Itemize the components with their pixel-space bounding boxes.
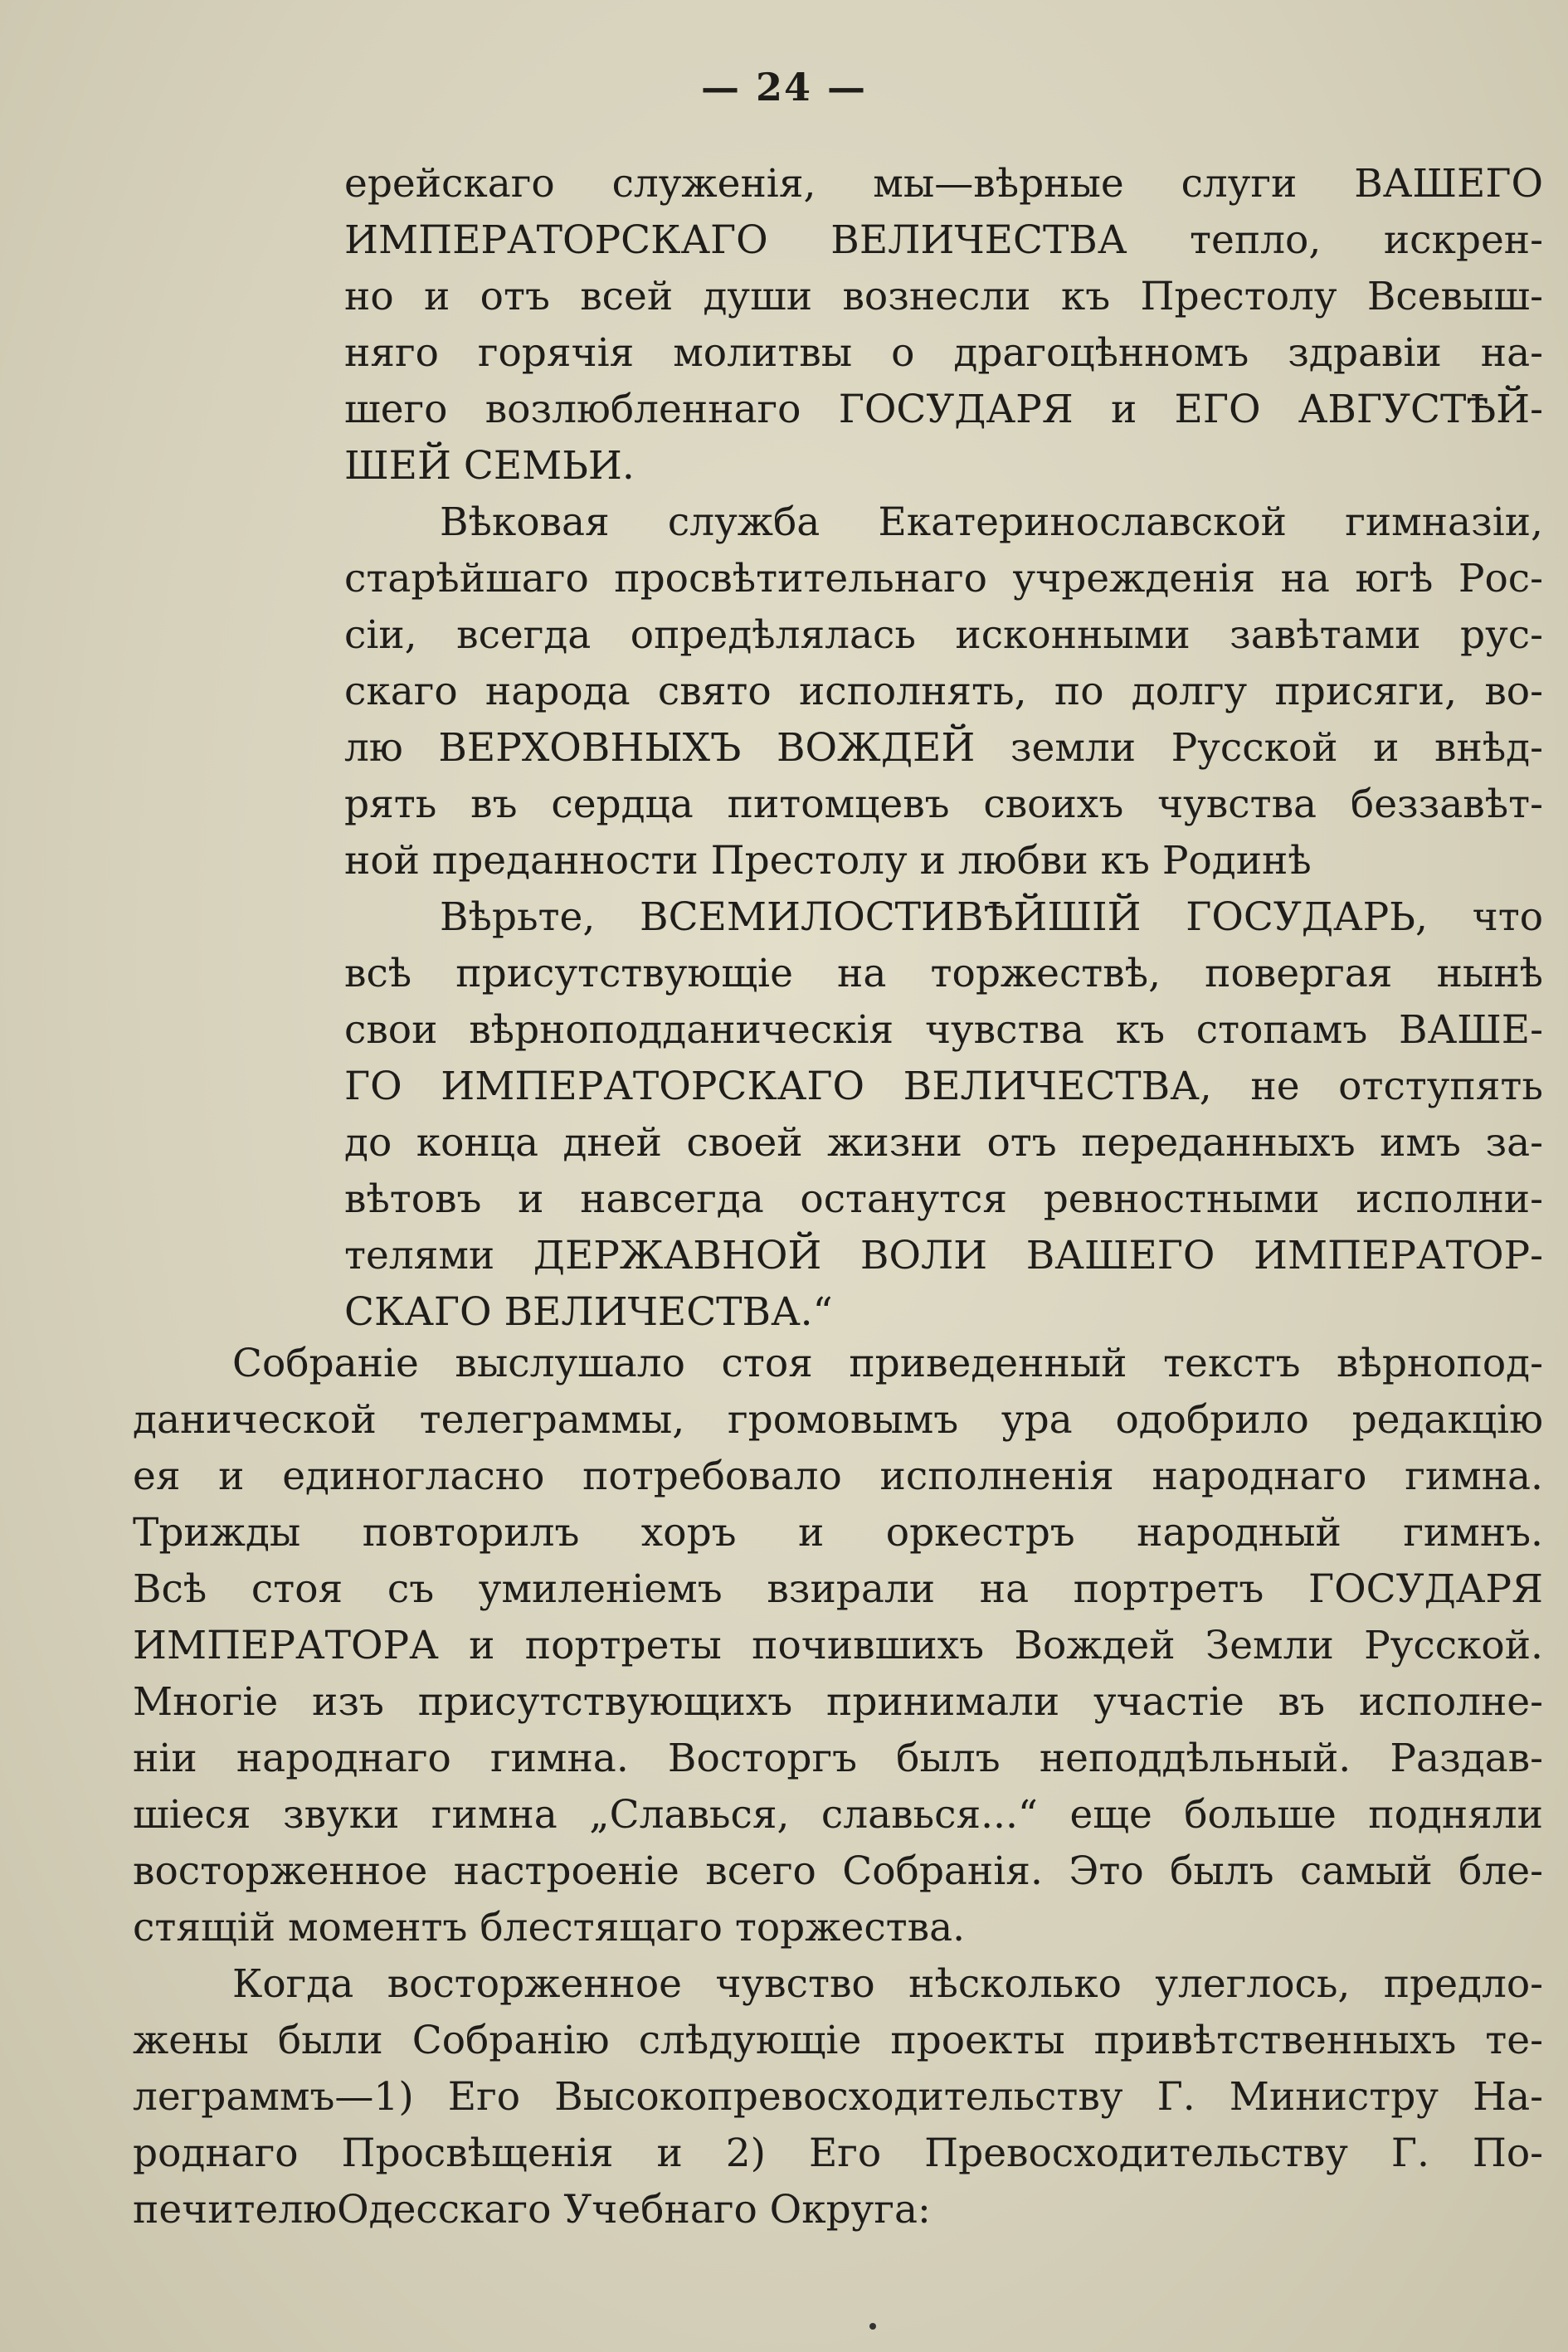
text-line: рять въ сердца питомцевъ своихъ чувства беззавѣт-: [344, 782, 1543, 827]
text-line: жены были Собранію слѣдующіе проекты привѣтственныхъ те-: [133, 2018, 1543, 2063]
text-line: печителюОдесскаго Учебнаго Округа:: [133, 2187, 931, 2233]
text-line: но и отъ всей души вознесли къ Престолу Всевыш-: [344, 274, 1543, 319]
text-line: вѣтовъ и навсегда останутся ревностными исполни-: [344, 1176, 1543, 1222]
text-line: леграммъ—1) Его Высокопревосходительству Г. Министру На-: [133, 2074, 1543, 2120]
text-line: Вѣрьте, ВСЕМИЛОСТИВѢЙШІЙ ГОСУДАРЬ, что: [440, 894, 1543, 940]
text-line: ГО ИМПЕРАТОРСКАГО ВЕЛИЧЕСТВА, не отступять: [344, 1064, 1543, 1109]
text-line: лю ВЕРХОВНЫХЪ ВОЖДЕЙ земли Русской и внѣд-: [344, 725, 1543, 771]
page-number: — 24 —: [700, 65, 868, 110]
text-line: ИМПЕРАТОРСКАГО ВЕЛИЧЕСТВА тепло, искрен-: [344, 217, 1543, 263]
text-line: до конца дней своей жизни отъ переданныхъ имъ за-: [344, 1120, 1543, 1166]
text-line: роднаго Просвѣщенія и 2) Его Превосходительству Г. По-: [133, 2130, 1543, 2176]
text-line: Трижды повторилъ хоръ и оркестръ народный гимнъ.: [133, 1510, 1543, 1556]
text-line: телями ДЕРЖАВНОЙ ВОЛИ ВАШЕГО ИМПЕРАТОР-: [344, 1233, 1543, 1278]
ink-speck: [869, 2323, 876, 2330]
text-line: Многіе изъ присутствующихъ принимали участіе въ исполне-: [133, 1679, 1543, 1725]
text-line: стящій моментъ блестящаго торжества.: [133, 1905, 966, 1950]
text-line: ной преданности Престолу и любви къ Родинѣ: [344, 838, 1312, 884]
text-line: ерейскаго служенія, мы—вѣрные слуги ВАШЕГО: [344, 161, 1543, 207]
text-line: ШЕЙ СЕМЬИ.: [344, 443, 635, 489]
text-line: Вѣковая служба Екатеринославской гимназіи,: [440, 499, 1543, 545]
text-line: скаго народа свято исполнять, по долгу присяги, во-: [344, 669, 1543, 714]
text-line: сіи, всегда опредѣлялась исконными завѣтами рус-: [344, 612, 1543, 658]
text-line: свои вѣрноподданическія чувства къ стопамъ ВАШЕ-: [344, 1007, 1543, 1053]
text-line: всѣ присутствующіе на торжествѣ, повергая нынѣ: [344, 951, 1543, 996]
text-line: няго горячія молитвы о драгоцѣнномъ здравіи на-: [344, 330, 1543, 376]
text-line: старѣйшаго просвѣтительнаго учрежденія на югѣ Рос-: [344, 556, 1543, 601]
text-line: Всѣ стоя съ умиленіемъ взирали на портретъ ГОСУДАРЯ: [133, 1566, 1543, 1612]
text-line: ніи народнаго гимна. Восторгъ былъ неподдѣльный. Раздав-: [133, 1736, 1543, 1781]
text-line: СКАГО ВЕЛИЧЕСТВА.“: [344, 1289, 833, 1335]
text-line: шіеся звуки гимна „Славься, славься...“ еще больше подняли: [133, 1792, 1543, 1838]
text-line: Когда восторженное чувство нѣсколько улеглось, предло-: [232, 1961, 1543, 2007]
text-line: ея и единогласно потребовало исполненія народнаго гимна.: [133, 1454, 1543, 1499]
text-line: шего возлюбленнаго ГОСУДАРЯ и ЕГО АВГУСТѢЙ-: [344, 387, 1543, 432]
narrative-text: [133, 1336, 1543, 2238]
text-line: восторженное настроеніе всего Собранія. Это былъ самый бле-: [133, 1848, 1543, 1894]
telegram-quote: [344, 156, 1543, 1341]
text-line: Собраніе выслушало стоя приведенный текстъ вѣрнопод-: [232, 1341, 1543, 1386]
text-line: данической телеграммы, громовымъ ура одобрило редакцію: [133, 1397, 1543, 1443]
text-line: ИМПЕРАТОРА и портреты почившихъ Вождей Земли Русской.: [133, 1623, 1543, 1668]
